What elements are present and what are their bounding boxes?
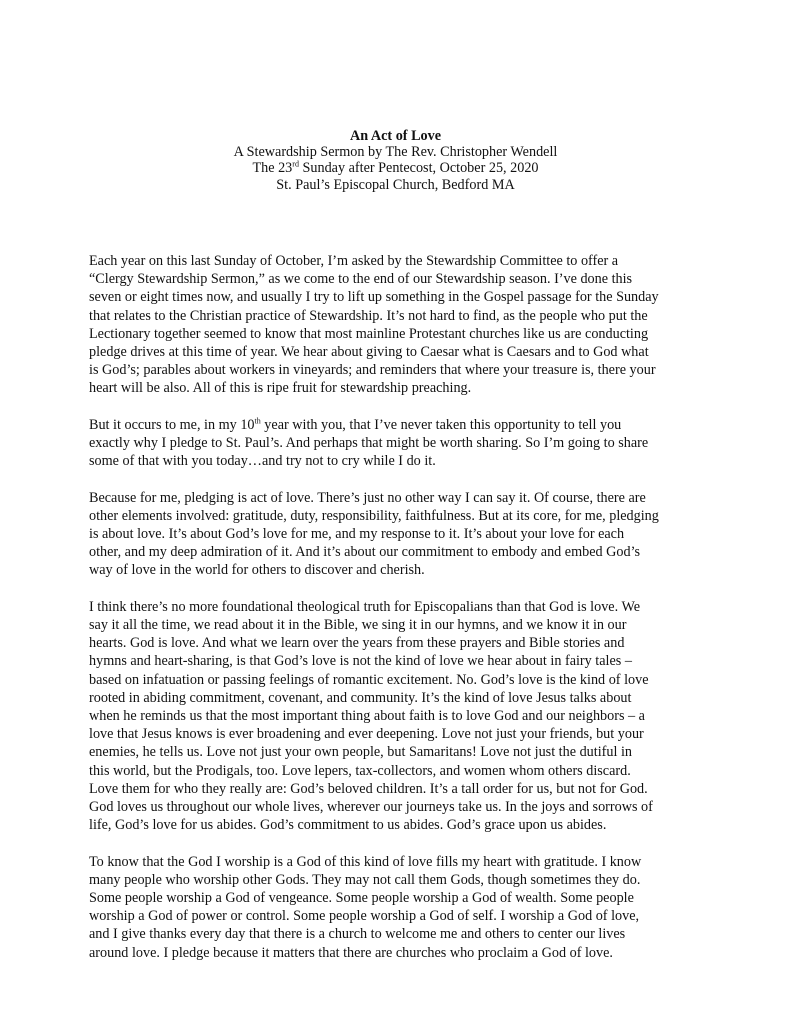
- sermon-body: [89, 252, 709, 980]
- paragraph-line: Some people worship a God of vengeance. Some people worship a God of wealth. Some people: [89, 890, 634, 907]
- paragraph-line: and I give thanks every day that there is a church to welcome me and others to center our lives: [89, 926, 626, 943]
- paragraph-line: enemies, he tells us. Love not just your own people, but Samaritans! Love not just the dutiful in: [89, 744, 632, 761]
- sermon-subtitle: A Stewardship Sermon by The Rev. Christopher Wendell: [233, 144, 558, 161]
- paragraph-5: [89, 853, 709, 962]
- paragraph-line: rooted in abiding commitment, covenant, and community. It’s the kind of love Jesus talks about: [89, 689, 632, 706]
- paragraph-line: seven or eight times now, and usually I try to lift up something in the Gospel passage for the Sunday: [89, 289, 659, 306]
- paragraph-2: [89, 416, 709, 471]
- paragraph-line: [89, 416, 709, 434]
- sermon-location: St. Paul’s Episcopal Church, Bedford MA: [276, 176, 515, 193]
- sermon-date: [0, 160, 791, 176]
- date-superscript: rd: [292, 159, 299, 169]
- paragraph-line: Each year on this last Sunday of October, I’m asked by the Stewardship Committee to offer a: [89, 253, 619, 269]
- paragraph-line: I think there’s no more foundational theological truth for Episcopalians than that God is love. We: [89, 598, 640, 615]
- paragraph-line: when he reminds us that the most important thing about faith is to love God and our neighbors – a: [89, 708, 645, 725]
- paragraph-line: Lectionary together seemed to know that most mainline Protestant churches like us are conducting: [89, 325, 649, 342]
- paragraph-line: Love them for who they really are: God’s beloved children. It’s a tall order for us, but not for God.: [89, 780, 648, 797]
- paragraph-line: many people who worship other Gods. They may not call them Gods, though sometimes they do.: [89, 871, 641, 888]
- paragraph-line: that relates to the Christian practice of Stewardship. It’s not hard to find, as the people who put the: [89, 307, 648, 324]
- paragraph-line: “Clergy Stewardship Sermon,” as we come to the end of our Stewardship season. I’ve done this: [89, 271, 633, 288]
- paragraph-line: exactly why I pledge to St. Paul’s. And perhaps that might be worth sharing. So I’m going to share: [89, 435, 649, 452]
- paragraph-line: way of love in the world for others to discover and cherish.: [89, 562, 425, 579]
- sermon-header: [0, 128, 791, 193]
- paragraph-line: pledge drives at this time of year. We hear about giving to Caesar what is Caesars and to God what: [89, 344, 649, 361]
- line-superscript: th: [254, 416, 261, 426]
- paragraph-line: heart will be also. All of this is ripe fruit for stewardship preaching.: [89, 380, 472, 397]
- paragraph-line: hearts. God is love. And what we learn over the years from these prayers and Bible stories and: [89, 635, 625, 652]
- paragraph-line: is about love. It’s about God’s love for me, and my response to it. It’s about your love for each: [89, 526, 625, 543]
- date-suffix: Sunday after Pentecost, October 25, 2020: [298, 160, 539, 177]
- paragraph-line: life, God’s love for us abides. God’s commitment to us abides. God’s grace upon us abides.: [89, 817, 607, 834]
- paragraph-line: is God’s; parables about workers in vineyards; and reminders that where your treasure is, there your: [89, 362, 656, 379]
- paragraph-line: Because for me, pledging is act of love. There’s just no other way I can say it. Of course, there are: [89, 489, 646, 506]
- paragraph-line: say it all the time, we read about it in the Bible, we sing it in our hymns, and we know it in our: [89, 617, 627, 634]
- paragraph-line: around love. I pledge because it matters that there are churches who proclaim a God of love.: [89, 944, 613, 961]
- paragraph-1: [89, 252, 709, 398]
- paragraph-4: [89, 598, 709, 835]
- paragraph-line: love that Jesus knows is ever broadening and ever deepening. Love not just your friends, but your: [89, 726, 644, 743]
- paragraph-line: hymns and heart-sharing, is that God’s love is not the kind of love we hear about in fairy tales –: [89, 653, 632, 670]
- paragraph-line: this world, but the Prodigals, too. Love lepers, tax-collectors, and women whom others discard.: [89, 762, 631, 779]
- paragraph-line: To know that the God I worship is a God of this kind of love fills my heart with gratitude. I know: [89, 853, 642, 870]
- sermon-title: An Act of Love: [349, 128, 442, 144]
- paragraph-3: [89, 489, 709, 580]
- paragraph-line: other, and my deep admiration of it. And it’s about our commitment to embody and embed God’s: [89, 544, 641, 561]
- line-prefix: But it occurs to me, in my 10: [89, 416, 255, 433]
- date-prefix: The 23: [252, 160, 293, 177]
- line-suffix: year with you, that I’ve never taken this opportunity to tell you: [260, 416, 622, 433]
- paragraph-line: God loves us throughout our whole lives, wherever our journeys take us. In the joys and sorrows of: [89, 799, 653, 816]
- paragraph-line: other elements involved: gratitude, duty, responsibility, faithfulness. But at its core, for me, pledging: [89, 507, 659, 524]
- paragraph-line: worship a God of power or control. Some people worship a God of self. I worship a God of love,: [89, 908, 640, 925]
- paragraph-line: some of that with you today…and try not to cry while I do it.: [89, 453, 436, 470]
- paragraph-line: based on infatuation or passing feelings of romantic excitement. No. God’s love is the kind of love: [89, 671, 649, 688]
